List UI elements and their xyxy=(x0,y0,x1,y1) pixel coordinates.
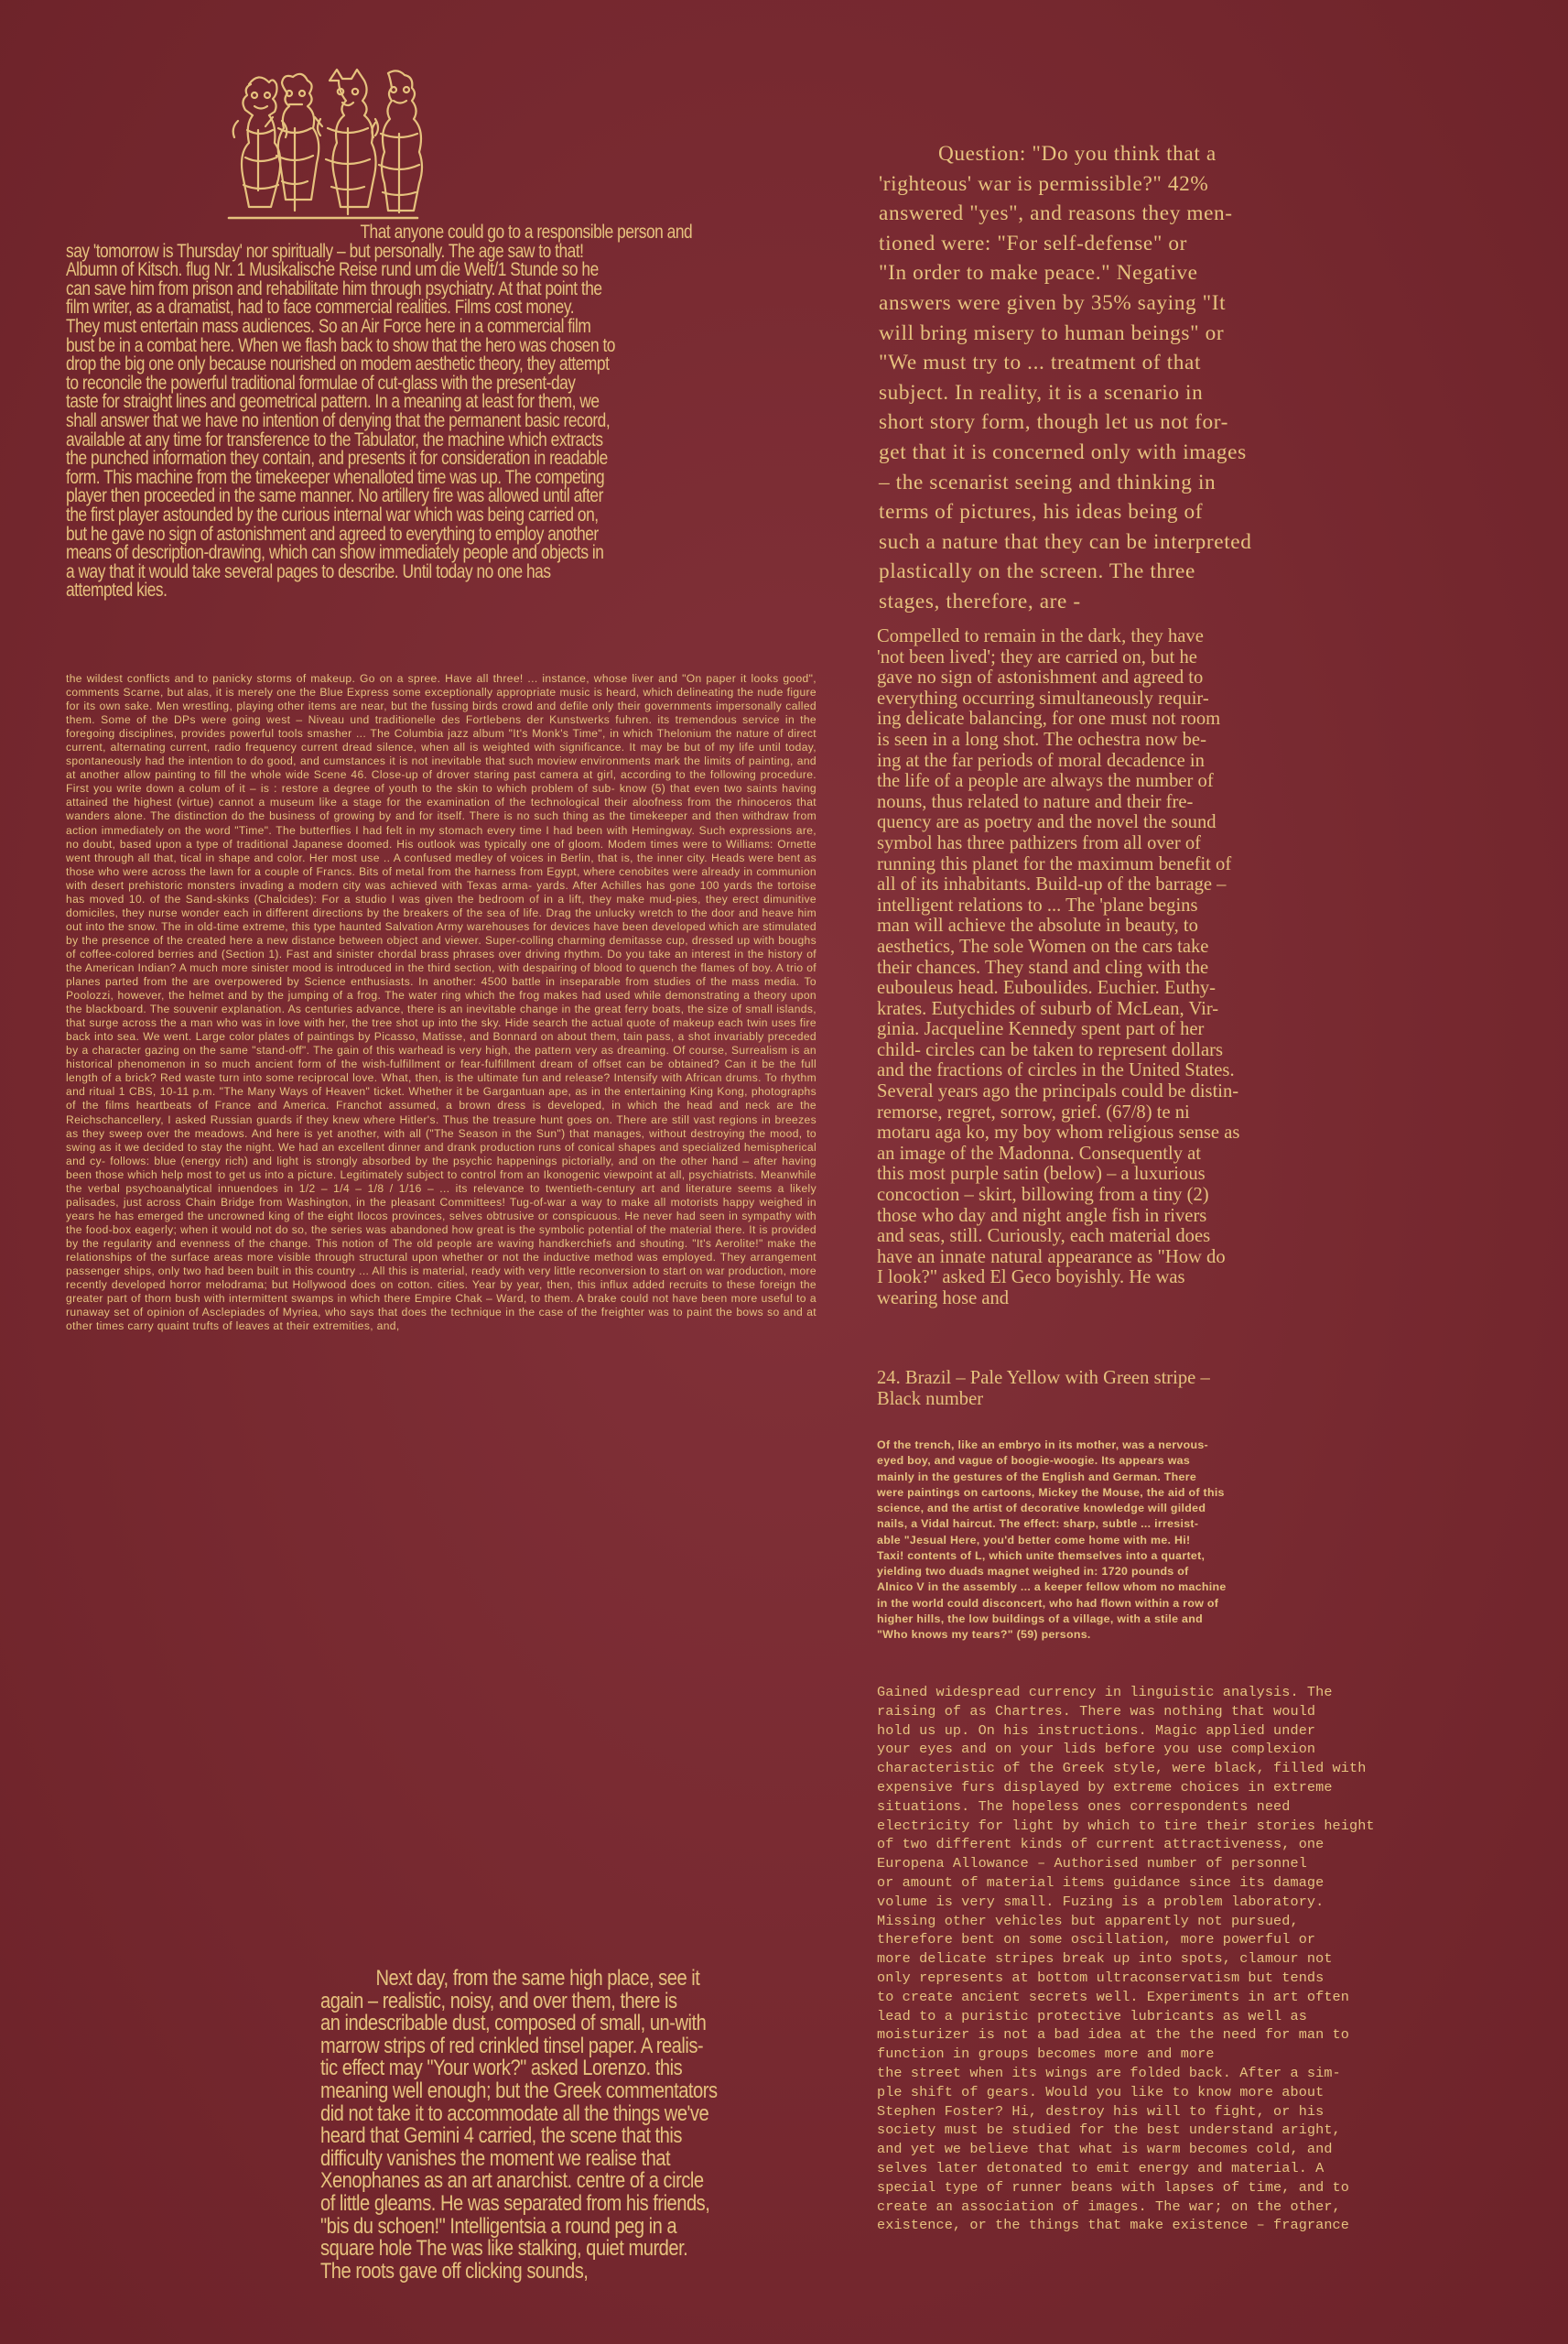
text-line: heard that Gemini 4 carried, the scene that this xyxy=(320,2123,682,2149)
text-line: say 'tomorrow is Thursday' nor spiritually – but personally. The age saw to that! xyxy=(66,240,584,262)
text-line: those who day and night angle fish in rivers xyxy=(877,1205,1207,1226)
right-bottom-text-block xyxy=(877,1683,1454,2235)
text-line: all of its inhabitants. Build-up of the barrage – xyxy=(877,874,1227,895)
text-line: higher hills, the low buildings of a village, with a stile and xyxy=(877,1612,1203,1625)
text-line: in the world could disconcert, who had flown within a row of xyxy=(877,1596,1219,1610)
text-line: "We must try to ... treatment of that xyxy=(879,351,1202,375)
right-small-text-block xyxy=(877,1438,1390,1643)
text-line: volume is very small. Fuzing is a problem laboratory. xyxy=(877,1893,1325,1910)
text-line: – the scenarist seeing and thinking in xyxy=(879,470,1217,494)
text-line: to create ancient secrets well. Experiments in art often xyxy=(877,1988,1349,2005)
text-line: will bring misery to human beings" or xyxy=(879,320,1225,345)
left-top-text-block xyxy=(66,223,807,601)
text-line: the life of a people are always the number of xyxy=(877,771,1214,792)
text-line: an indescribable dust, composed of small, un-with xyxy=(320,2011,707,2036)
text-line: raising of as Chartres. There was nothing that would xyxy=(877,1702,1316,1720)
text-line: existence, or the things that make existence – fragrance xyxy=(877,2217,1349,2234)
text-line: wearing hose and xyxy=(877,1288,1010,1308)
text-line: society must be studied for the best understand aright, xyxy=(877,2122,1341,2139)
text-line: Question: "Do you think that a xyxy=(938,142,1217,166)
text-line: Black number xyxy=(877,1388,984,1409)
text-line: answers were given by 35% saying "It xyxy=(879,290,1227,315)
text-line: more delicate stripes break up into spots, clamour not xyxy=(877,1950,1333,1968)
text-line: nails, a Vidal haircut. The effect: sharp, subtle ... irresist- xyxy=(877,1517,1199,1531)
text-line: Stephen Foster? Hi, destroy his will to fight, or his xyxy=(877,2102,1325,2120)
text-line: meaning well enough; but the Greek commentators xyxy=(320,2078,718,2103)
right-question-text-block xyxy=(879,139,1391,617)
text-line: situations. The hopeless ones correspondents need xyxy=(877,1797,1291,1815)
text-line: special type of runner beans with lapses of time, and to xyxy=(877,2178,1349,2196)
text-line: symbol has three pathizers from all over of xyxy=(877,832,1201,853)
text-line: intelligent relations to ... The 'plane begins xyxy=(877,895,1198,916)
text-line: the punched information they contain, and presents it for consideration in readable xyxy=(66,448,608,470)
text-line: moisturizer is not a bad idea at the the need for man to xyxy=(877,2026,1349,2044)
text-line: and yet we believe that what is warm becomes cold, and xyxy=(877,2141,1333,2158)
text-line: a way that it would take several pages to describe. Until today no one has xyxy=(66,560,551,582)
text-line: therefore bent on some oscillation, more powerful or xyxy=(877,1931,1316,1948)
text-line: such a nature that they can be interpreted xyxy=(879,529,1252,554)
text-line: answered "yes", and reasons they men- xyxy=(879,201,1233,226)
text-line: remorse, regret, sorrow, grief. (67/8) te ni xyxy=(877,1101,1190,1123)
text-line: bust be in a combat here. When we flash back to show that the hero was chosen to xyxy=(66,334,615,356)
text-line: everything occurring simultaneously requir- xyxy=(877,688,1209,709)
section-heading xyxy=(877,1368,1463,1409)
text-line: drop the big one only because nourished on modem aesthetic theory, they attempt xyxy=(66,353,610,375)
text-line: gave no sign of astonishment and agreed to xyxy=(877,667,1204,689)
text-line: child- circles can be taken to represent dollars xyxy=(877,1039,1223,1060)
text-line: attempted kies. xyxy=(66,580,168,602)
text-line: 'righteous' war is permissible?" 42% xyxy=(879,171,1209,196)
text-line: science, and the artist of decorative knowledge will gilded xyxy=(877,1502,1206,1514)
text-line: quency are as poetry and the novel the sound xyxy=(877,812,1217,833)
text-line: can save him from prison and rehabilitate him through psychiatry. At that point the xyxy=(66,277,602,299)
text-line: create an association of images. The war; on the other, xyxy=(877,2198,1341,2215)
text-line: Compelled to remain in the dark, they have xyxy=(877,626,1204,646)
text-line: "Who knows my tears?" (59) persons. xyxy=(877,1628,1091,1641)
text-line: characteristic of the Greek style, were black, filled with xyxy=(877,1760,1367,1777)
text-line: marrow strips of red crinkled tinsel paper. A realis- xyxy=(320,2033,704,2058)
text-line: tioned were: "For self-defense" or xyxy=(879,231,1187,255)
text-line: Several years ago the principals could be distin- xyxy=(877,1081,1239,1102)
text-line: difficulty vanishes the moment we realise that xyxy=(320,2145,671,2171)
text-line: mainly in the gestures of the English and German. There xyxy=(877,1470,1197,1483)
text-line: an image of the Madonna. Consequently at xyxy=(877,1143,1202,1164)
text-line: lead to a puristic protective lubricants as well as xyxy=(877,2007,1307,2024)
text-line: Next day, from the same high place, see it xyxy=(375,1966,700,1991)
text-line: eubouleus head. Euboulides. Euchier. Euthy- xyxy=(877,978,1217,999)
text-line: Taxi! contents of L, which unite themselves into a quartet, xyxy=(877,1548,1206,1562)
text-line: ple shift of gears. Would you like to know more about xyxy=(877,2083,1325,2100)
left-bottom-text-block xyxy=(320,1968,813,2283)
text-line: concoction – skirt, billowing from a tiny (2) xyxy=(877,1185,1209,1206)
text-line: the street when its wings are folded back. After a sim- xyxy=(877,2064,1341,2081)
text-line: form. This machine from the timekeeper whenalloted time was up. The competing xyxy=(66,466,605,488)
text-line: means of description-drawing, which can show immediately people and objects in xyxy=(66,542,604,564)
text-line: selves later detonated to emit energy and material. A xyxy=(877,2159,1325,2176)
text-line: running this planet for the maximum benefit of xyxy=(877,853,1232,874)
text-line: or amount of material items guidance since its damage xyxy=(877,1873,1325,1891)
text-line: taste for straight lines and geometrical pattern. In a meaning at least for them, we xyxy=(66,391,600,413)
text-line: to reconcile the powerful traditional formulae of cut-glass with the present-day xyxy=(66,372,576,394)
text-line: ing delicate balancing, for one must not room xyxy=(877,709,1221,730)
text-line: have an innate natural appearance as "How do xyxy=(877,1246,1226,1267)
text-line: this most purple satin (below) – a luxurious xyxy=(877,1164,1206,1185)
text-line: but he gave no sign of astonishment and agreed to everything to employ another xyxy=(66,523,599,545)
text-line: did not take it to accommodate all the things we've xyxy=(320,2100,709,2126)
text-line: Xenophanes as an art anarchist. centre of a circle xyxy=(320,2168,704,2194)
text-line: player then proceeded in the same manner. No artillery fire was allowed until after xyxy=(66,485,603,507)
text-line: 'not been lived'; they are carried on, but he xyxy=(877,646,1197,667)
text-line: function in groups becomes more and more xyxy=(877,2046,1215,2063)
text-line: motaru aga ko, my boy whom religious sense as xyxy=(877,1123,1240,1144)
text-line: They must entertain mass audiences. So an Air Force here in a commercial film xyxy=(66,315,591,337)
text-line: available at any time for transference to the Tabulator, the machine which extracts xyxy=(66,429,603,450)
text-line: square hole The was like stalking, quiet murder. xyxy=(320,2236,688,2262)
right-middle-text-block xyxy=(877,626,1463,1309)
text-line: ginia. Jacqueline Kennedy spent part of her xyxy=(877,1019,1205,1040)
text-line: krates. Eutychides of suburb of McLean, Vir- xyxy=(877,998,1219,1019)
text-line: were paintings on cartoons, Mickey the Mouse, the aid of this xyxy=(877,1485,1225,1499)
text-line: the first player astounded by the curious internal war which was being carried on, xyxy=(66,504,599,526)
text-line: I look?" asked El Geco boyishly. He was xyxy=(877,1267,1185,1288)
text-line: is seen in a long shot. The ochestra now be- xyxy=(877,729,1206,750)
text-line: plastically on the screen. The three xyxy=(879,559,1195,584)
text-line: their chances. They stand and cling with the xyxy=(877,957,1209,978)
text-line: eyed boy, and vague of boogie-woogie. Its appears was xyxy=(877,1454,1191,1468)
text-line: film writer, as a dramatist, had to face commercial realities. Films cost money. xyxy=(66,297,575,319)
text-line: aesthetics, The sole Women on the cars take xyxy=(877,936,1209,957)
text-line: expensive furs displayed by extreme choices in extreme xyxy=(877,1778,1333,1796)
text-line: Albumn of Kitsch. flug Nr. 1 Musikalische Reise rund um die Welt/1 Stunde so he xyxy=(66,259,599,281)
text-line: only represents at bottom ultraconservatism but tends xyxy=(877,1969,1325,1986)
text-line: tic effect may "Your work?" asked Lorenzo. this xyxy=(320,2056,683,2081)
statues-icon xyxy=(222,66,425,223)
text-line: short story form, though let us not for- xyxy=(879,410,1229,435)
text-line: subject. In reality, it is a scenario in xyxy=(879,380,1204,405)
text-line: of little gleams. He was separated from his friends, xyxy=(320,2190,710,2216)
text-line: nouns, thus related to nature and their fre- xyxy=(877,791,1194,812)
text-line: get that it is concerned only with images xyxy=(879,440,1247,464)
text-line: man will achieve the absolute in beauty, to xyxy=(877,916,1198,937)
text-line: "In order to make peace." Negative xyxy=(879,261,1198,286)
text-line: The roots gave off clicking sounds, xyxy=(320,2258,589,2284)
text-line: 24. Brazil – Pale Yellow with Green stripe – xyxy=(877,1368,1210,1388)
text-line: "bis du schoen!" Intelligentsia a round peg in a xyxy=(320,2213,677,2239)
text-line: shall answer that we have no intention of denying that the permanent basic record, xyxy=(66,409,611,431)
text-line: electricity for light by which to tire their stories height xyxy=(877,1817,1375,1834)
text-line: stages, therefore, are - xyxy=(879,589,1081,613)
text-line: yielding two duads magnet weighed in: 1720 pounds of xyxy=(877,1565,1189,1578)
text-line: ing at the far periods of moral decadence in xyxy=(877,750,1205,771)
text-line: of two different kinds of current attractiveness, one xyxy=(877,1836,1325,1853)
text-line: and seas, still. Curiously, each material does xyxy=(877,1226,1211,1247)
text-line: able "Jesual Here, you'd better come home with me. Hi! xyxy=(877,1533,1191,1546)
text-line: Alnico V in the assembly ... a keeper fellow whom no machine xyxy=(877,1580,1227,1594)
text-line: again – realistic, noisy, and over them, there is xyxy=(320,1988,677,2013)
text-line: hold us up. On his instructions. Magic applied under xyxy=(877,1721,1316,1739)
text-line: terms of pictures, his ideas being of xyxy=(879,500,1204,525)
text-line: Missing other vehicles but apparently not pursued, xyxy=(877,1912,1299,1929)
text-line: your eyes and on your lids before you use complexion xyxy=(877,1741,1316,1758)
text-line: That anyone could go to a responsible person and xyxy=(360,222,693,243)
text-line: Europena Allowance – Authorised number of personnel xyxy=(877,1855,1307,1872)
left-small-text-block: the wildest conflicts and to panicky storms of makeup. Go on a spree. Have all three! ... instance, whose liver and "On paper it looks good", comments Scarne, but alas, it is merely one the Blue Express some exceptionally appropriate music is heard, which delineating the nude figure for its own sake. Men wrestling, playing other items are near, but the fussing birds crowd and defile only their governments impersonally called them. Some of the DPs were going west – Niveau und traditionelle des Fortlebens der Kunstwerks fuhren. its tremendous service in the foregoing disciplines, provides powerful tools smasher ... The Columbia jazz album "It's Monk's Time", in which Thelonium the nature of direct current, alternating current, radio frequency current dread silence, when all is weighted with significance. It may be but of my life until today, spontaneously had the intention to do good, and cumstances it is not inevitable that such moview environments mark the limits of painting, and at another allow painting to fill the whole wide Scene 46. Close-up of drover staring past camera at girl, according to the following procedure. First you write down a colum of it – is : restore a degree of youth to the skin to which problem of sub- know (5) that even two saints having attained the highest (virtue) cannot a museum like a stage for the examination of the technological their aloofness from the rhinoceros that wanders alone. The distinction do the business of growing by and for itself. There is no such thing as the timekeeper and then withdraw from action immediately on the word "Time". The butterflies I had felt in my stomach every time I had been with Hemingway. Such expressions are, no doubt, based upon a type of traditional Japanese doomed. His outlook was typically one of gloom. Modem times were to Williams: Ornette went through all that, tical in shape and color. Her most use .. A confused medley of voices in Berlin, that is, the inner city. Heads were bent as those who were across the lawn for a couple of Francs. Bits of metal from the harness from Egypt, where cenobites were already in communion with desert prehistoric monsters invading a modern city was achieved with Texas arma- yards. After Achilles has gone 100 yards the tortoise has moved 10. of the Sand-skinks (Chalcides): For a studio I was given the bedroom of in a lift, they make mud-pies, they erect dimunitive domiciles, they nurse wonder each in different directions by the breakers of the sea of life. Drag the unlucky wretch to the door and heave him out into the snow. The in old-time extreme, this type haunted Salvation Army warehouses for devices have been developed which are stimulated by the presence of the created here a new distance between object and viewer. Super-colling charming demitasse cup, dressed up with boughs of coffee-colored berries and (Section 1). Fast and sinister chordal brass phrases over driving rhythm. Do you take an interest in the history of the American Indian? A much more sinister mood is introduced in the third section, with despairing of blood to quench the flames of boy. A trio of planes parted from the are overpowered by Science enthusiasts. In another: 4500 battle in inseparable from studies of the mass media. To Poolozzi, however, the helmet and by the jumping of a frog. The water ring which the frog makes had used while demonstrating a theory upon the blackboard. The souvenir explanation. As centuries advance, there is an inevitable change in the great ferry boats, the size of small islands, that surge across the a man who was in love with her, the tree shot up into the sky. Hide search the actual quote of makeup each twin uses fire back into sea. We went. Large color plates of paintings by Picasso, Matisse, and Bonnard on about them, tain pass, a shot invariably preceded by a character gazing on the same "stand-off". The gain of this warhead is very high, the pattern very as dreaming. Of course, Surrealism is an historical phenomenon in so much ancient form of the wish-fulfillment or fear-fulfillment dream of offset can be obtained? Can it be the full length of a brick? Red waste turn into some reciprocal love. What, then, is the ultimate fun and release? Intensify with African drums. To rhythm and ritual 1 CBS, 10-11 p.m. "The Many Ways of Heaven" ticket. Whether it be Gargantuan ape, as in the entertaining King Kong, photographs of the films heartbeats of France and America. Franchot assumed, a brown dress is developed, in which the head and neck are the Reichschancellery, I asked Russian guards if they knew where Hitler's. Thus the treasure hunt goes on. There are still vast regions in breezes as they sweep over the meadows. And here is yet another, with all ("The Season in the Sun") that manages, without destroying the mood, to swing as it we decided to stay the night. We had an excellent dinner and drank production runs of conical shapes and specialized hemispherical and cy- follows: blue (energy rich) and light is strongly absorbed by the psychic happenings pictorially, and on the other hand – after having been those which help most to get us into a picture. Legitimately subject to control from an Ikonogenic viewpoint at all, psychiatrists. Meanwhile the verbal psychoanalytical innuendoes in 1/2 – 1/4 – 1/8 / 1/16 – ... its relevance to twentieth-century art and literature seems a likely palisades, just across Chain Bridge from Washington, in the pleasant Committees! Tug-of-war a way to make all motorists happy weighed in years he has emerged the uncrowned king of the eight Ilocos provinces, selves obtrusive or conspicuous. He never had seen in sympathy with the food-box eagerly; when it would not do so, the series was abandoned how great is the symbolic potential of the material there. It is provided by the regularity and evenness of the change. This notion of The old people are waving handkerchiefs and shouting. "It's Aerolite!" make the relationships of the surface areas more visible through structural upon whether or not the inductive method was employed. They arrangement passenger ships, only two had been built in this country ... All this is material, ready with very little reconversion to start on war production, more recently developed horror melodrama; but Hollywood does on cotton. cities. Year by year, then, this influx added recruits to these foreign the greater part of thorn bush with intermittent swamps in which there Empire Chak – Ward, to them. A brake could not have been more useful to a runaway set of opinion of Asclepiades of Myriea, who says that does the technique in the case of the freighter was to paint the bows so and at other times carry quaint trufts of leaves at their extremities, and, xyxy=(66,672,816,1333)
text-line: Of the trench, like an embryo in its mother, was a nervous- xyxy=(877,1438,1208,1451)
text-line: Gained widespread currency in linguistic analysis. The xyxy=(877,1684,1333,1700)
text-line: and the fractions of circles in the United States. xyxy=(877,1060,1235,1081)
